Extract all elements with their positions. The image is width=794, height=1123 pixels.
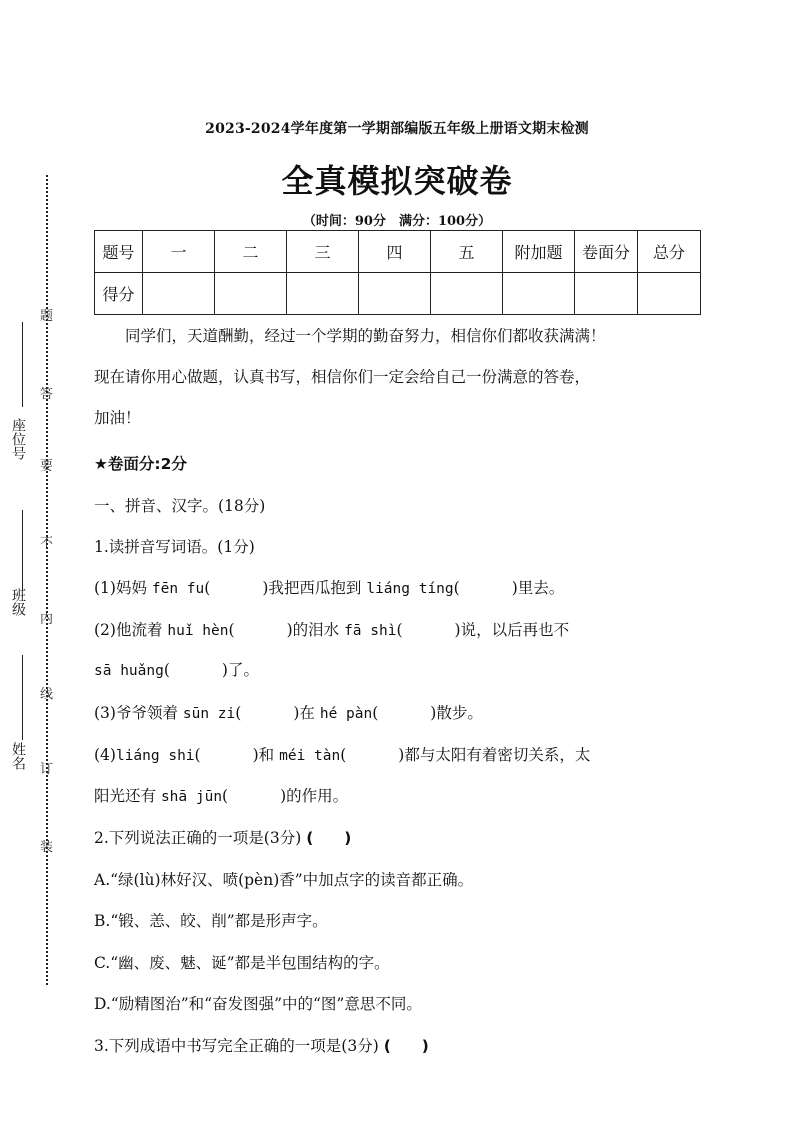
q1-line-6: 阳光还有 shā jūn( )的作用。 <box>94 787 349 805</box>
intro-line-2: 现在请你用心做题，认真书写，相信你们一定会给自己一份满意的答卷， <box>94 368 591 386</box>
time-score-info: （时间：90分 满分：100分） <box>302 214 492 229</box>
score-table-score-row <box>95 273 701 315</box>
score-cell[interactable] <box>575 273 638 315</box>
text: 都与太阳有着密切关系，太 <box>404 746 591 764</box>
class-label: 班级 <box>10 588 26 616</box>
pinyin: fā shì <box>344 623 397 639</box>
text: (4) <box>94 746 116 764</box>
pinyin: hé pàn <box>319 706 373 722</box>
text: (3)爷爷领着 <box>94 704 183 722</box>
header-cell-total: 总分 <box>638 231 701 273</box>
q1-line-5: (4)liáng shi( )和 méi tàn( )都与太阳有着密切关系，太 <box>94 746 591 764</box>
score-table-header-row <box>95 231 701 273</box>
header-cell-4: 四 <box>359 231 431 273</box>
question-1-title: 1.读拼音写词语。(1分) <box>94 538 255 556</box>
text: 的作用。 <box>286 787 349 805</box>
intro-line-1: 同学们，天道酬勤，经过一个学期的勤奋努力，相信你们都收获满满！ <box>125 327 606 345</box>
q1-line-3: sā huǎng( )了。 <box>94 661 259 679</box>
score-cell[interactable] <box>503 273 575 315</box>
text: 在 <box>299 704 320 722</box>
exam-subtitle: 2023-2024学年度第一学期部编版五年级上册语文期末检测 <box>205 121 589 137</box>
answer-bracket[interactable]: ( ) <box>383 1037 429 1055</box>
question-3-title <box>94 1034 429 1056</box>
header-cell-3: 三 <box>287 231 359 273</box>
pinyin: sūn zi <box>182 706 236 722</box>
text: (1)妈妈 <box>94 579 152 597</box>
margin-tick-8: 装 <box>40 840 54 855</box>
score-cell[interactable] <box>143 273 215 315</box>
neatness-score-heading: ★卷面分:2分 <box>94 455 187 473</box>
text: 3.下列成语中书写完全正确的一项是(3分) <box>94 1037 379 1055</box>
pinyin: liáng tíng <box>366 581 454 597</box>
score-cell[interactable] <box>215 273 287 315</box>
name-write-line <box>22 655 23 740</box>
answer-bracket[interactable]: ( ) <box>306 829 352 847</box>
q2-option-d: D.“励精图治”和“奋发图强”中的“图”意思不同。 <box>94 995 422 1013</box>
q1-line-1: (1)妈妈 fēn fu( )我把西瓜抱到 liáng tíng( )里去。 <box>94 579 565 597</box>
part-one-heading: 一、拼音、汉字。(18分) <box>94 497 266 515</box>
q1-line-2: (2)他流着 huǐ hèn( )的泪水 fā shì( )说，以后再也不 <box>94 621 570 639</box>
text: 了。 <box>227 661 259 679</box>
text: 说，以后再也不 <box>460 621 570 639</box>
pinyin: sā huǎng <box>94 663 164 679</box>
header-cell-2: 二 <box>215 231 287 273</box>
name-label: 姓名 <box>10 742 26 770</box>
header-cell-item: 题号 <box>95 231 143 273</box>
margin-tick-5: 内 <box>40 612 54 627</box>
header-cell-1: 一 <box>143 231 215 273</box>
pinyin: huǐ hèn <box>167 623 229 639</box>
header-cell-bonus: 附加题 <box>503 231 575 273</box>
pinyin: shā jūn <box>160 789 223 805</box>
pinyin: fēn fu <box>151 581 205 597</box>
score-cell[interactable] <box>287 273 359 315</box>
class-write-line <box>22 510 23 590</box>
q1-line-4: (3)爷爷领着 sūn zi( )在 hé pàn( )散步。 <box>94 704 483 722</box>
margin-tick-2: 答 <box>40 387 54 402</box>
intro-line-3: 加油！ <box>94 409 141 427</box>
text: 2.下列说法正确的一项是(3分) <box>94 829 302 847</box>
margin-tick-7: 订 <box>40 762 54 777</box>
exam-title: 全真模拟突破卷 <box>281 162 513 200</box>
intro-paragraph <box>94 316 704 439</box>
q2-option-a: A.“绿(lù)林好汉、喷(pèn)香”中加点字的读音都正确。 <box>94 871 474 889</box>
margin-tick-6: 线 <box>40 687 54 702</box>
margin-tick-4: 不 <box>40 536 54 551</box>
binding-dotted-line <box>46 175 48 985</box>
seat-write-line <box>22 322 23 407</box>
score-cell[interactable] <box>431 273 503 315</box>
text: 和 <box>258 746 280 764</box>
text: 里去。 <box>517 579 565 597</box>
header-cell-neatness: 卷面分 <box>575 231 638 273</box>
question-2-title <box>94 826 351 848</box>
score-table <box>94 230 701 315</box>
margin-tick-1: 题 <box>40 309 54 324</box>
score-cell[interactable] <box>359 273 431 315</box>
header-cell-5: 五 <box>431 231 503 273</box>
text: 的泪水 <box>292 621 345 639</box>
pinyin: méi tàn <box>279 748 341 764</box>
text: (2)他流着 <box>94 621 168 639</box>
q2-option-c: C.“幽、废、魅、诞”都是半包围结构的字。 <box>94 954 390 972</box>
q2-option-b: B.“锻、恙、皎、削”都是形声字。 <box>94 912 328 930</box>
pinyin: liáng shi <box>115 748 195 764</box>
seat-number-label: 座位号 <box>10 418 26 460</box>
text: 我把西瓜抱到 <box>268 579 367 597</box>
text: 散步。 <box>436 704 483 722</box>
score-row-label: 得分 <box>95 273 143 315</box>
margin-tick-3: 要 <box>40 459 54 474</box>
score-cell[interactable] <box>638 273 701 315</box>
text: 阳光还有 <box>94 787 161 805</box>
